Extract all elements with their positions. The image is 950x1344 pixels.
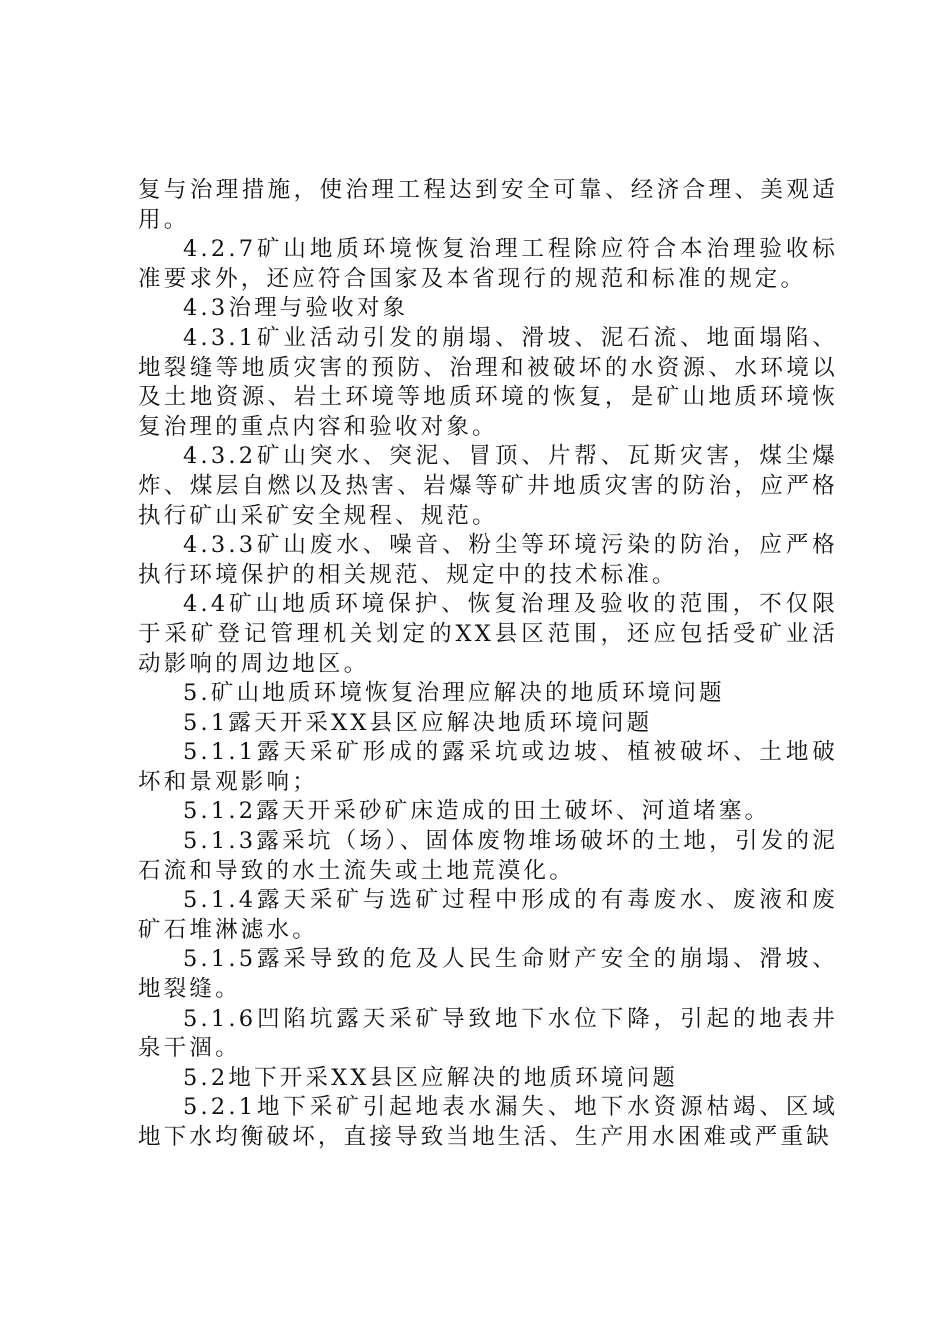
paragraph-5-2-1: 5.2.1地下采矿引起地表水漏失、地下水资源枯竭、区域地下水均衡破坏，直接导致当地生活、生产用水困难或严重缺 <box>138 1094 838 1150</box>
paragraph-5-1-3: 5.1.3露采坑（场）、固体废物堆场破坏的土地，引发的泥石流和导致的水土流失或土地荒漠化。 <box>138 828 838 884</box>
paragraph-5-1-2: 5.1.2露天开采砂矿床造成的田土破坏、河道堵塞。 <box>183 798 771 825</box>
heading-4-3: 4.3治理与验收对象 <box>183 295 409 322</box>
paragraph-5-1-4: 5.1.4露天采矿与选矿过程中形成的有毒废水、废液和废矿石堆淋滤水。 <box>138 887 838 943</box>
paragraph-5-1-5: 5.1.5露采导致的危及人民生命财产安全的崩塌、滑坡、地裂缝。 <box>138 946 838 1003</box>
paragraph-4-3-3: 4.3.3矿山废水、噪音、粉尘等环境污染的防治，应严格执行环境保护的相关规范、规定中的技术标准。 <box>138 532 838 588</box>
document-body <box>138 176 838 1153</box>
paragraph-5-1-1: 5.1.1露天采矿形成的露采坑或边坡、植被破坏、土地破坏和景观影响； <box>138 739 838 795</box>
heading-5-1: 5.1露天开采XX县区应解决地质环境问题 <box>183 709 653 736</box>
heading-5-2: 5.2地下开采XX县区应解决的地质环境问题 <box>183 1064 679 1091</box>
paragraph-5-1-6: 5.1.6凹陷坑露天采矿导致地下水位下降，引起的地表井泉干涸。 <box>138 1005 838 1062</box>
paragraph-1: 复与治理措施，使治理工程达到安全可靠、经济合理、美观适用。 <box>138 177 838 233</box>
paragraph-4-3-1: 4.3.1矿业活动引发的崩塌、滑坡、泥石流、地面塌陷、地裂缝等地质灾害的预防、治理和被破坏的水资源、水环境以及土地资源、岩土环境等地质环境的恢复，是矿山地质环境恢复治理的重点内容和验收对象。 <box>138 324 838 440</box>
paragraph-4-3-2: 4.3.2矿山突水、突泥、冒顶、片帮、瓦斯灾害，煤尘爆炸、煤层自燃以及热害、岩爆等矿井地质灾害的防治，应严格执行矿山采矿安全规程、规范。 <box>138 443 838 529</box>
paragraph-4-2-7: 4.2.7矿山地质环境恢复治理工程除应符合本治理验收标准要求外，还应符合国家及本省现行的规范和标准的规定。 <box>138 236 838 292</box>
paragraph-4-4: 4.4矿山地质环境保护、恢复治理及验收的范围，不仅限于采矿登记管理机关划定的XX县区范围，还应包括受矿业活动影响的周边地区。 <box>138 591 838 677</box>
heading-5: 5.矿山地质环境恢复治理应解决的地质环境问题 <box>183 680 725 707</box>
